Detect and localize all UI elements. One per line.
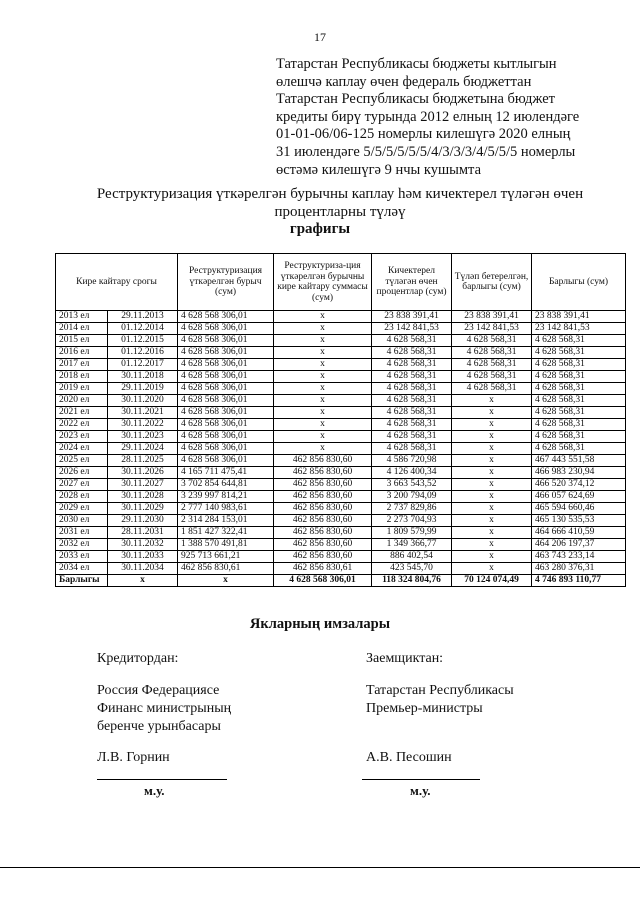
cell-deferred-interest: 23 838 391,41 <box>372 311 452 323</box>
document-title <box>60 186 620 221</box>
cell-deferred-interest: 4 628 568,31 <box>372 395 452 407</box>
header-line: 01-01-06/06-125 номерлы килешүгә 2020 елның <box>276 126 571 143</box>
cell-date: 29.11.2013 <box>108 311 178 323</box>
cell-year: 2026 ел <box>56 467 108 479</box>
cell-repayment-amount: 462 856 830,61 <box>274 563 372 575</box>
cell-total: 466 057 624,69 <box>532 491 626 503</box>
cell-year: 2023 ел <box>56 431 108 443</box>
cell-deferred-interest: 4 628 568,31 <box>372 407 452 419</box>
cell-date: 30.11.2033 <box>108 551 178 563</box>
cell-deferred-interest: 2 273 704,93 <box>372 515 452 527</box>
cell-repayment-amount: х <box>274 443 372 455</box>
cell-paid-total: 4 628 568,31 <box>452 347 532 359</box>
cell-restructured-debt: 4 628 568 306,01 <box>178 323 274 335</box>
header-repayment-term: Кире кайтару срогы <box>56 254 178 311</box>
header-line: Татарстан Республикасы бюджетына бюджет <box>276 91 555 108</box>
title-line: процентларны түләү <box>274 203 406 220</box>
cell-date: 30.11.2034 <box>108 563 178 575</box>
creditor-organization <box>97 682 231 736</box>
table-row <box>56 539 626 551</box>
cell-deferred-interest: 4 628 568,31 <box>372 347 452 359</box>
creditor-org-line: Финанс министрының <box>97 701 232 716</box>
table-row <box>56 311 626 323</box>
signatures-title: Якларның имзалары <box>249 616 391 632</box>
cell-paid-total: 23 838 391,41 <box>452 311 532 323</box>
table-row <box>56 431 626 443</box>
cell-paid-total: х <box>452 431 532 443</box>
cell-date: 30.11.2018 <box>108 371 178 383</box>
borrower-role: Заемщиктан: <box>366 651 444 666</box>
cell-deferred-interest: 2 737 829,86 <box>372 503 452 515</box>
cell-paid-total: х <box>452 563 532 575</box>
cell-restructured-debt: 3 239 997 814,21 <box>178 491 274 503</box>
cell-date: 30.11.2032 <box>108 539 178 551</box>
cell-repayment-amount: х <box>274 419 372 431</box>
cell-date: 28.11.2025 <box>108 455 178 467</box>
total-label: Барлыгы <box>56 575 108 587</box>
total-cell-deferred-interest: 118 324 804,76 <box>372 575 452 587</box>
cell-date: 30.11.2029 <box>108 503 178 515</box>
table-row <box>56 419 626 431</box>
cell-total: 4 628 568,31 <box>532 431 626 443</box>
table-row <box>56 563 626 575</box>
cell-year: 2027 ел <box>56 479 108 491</box>
cell-paid-total: х <box>452 551 532 563</box>
cell-deferred-interest: 4 628 568,31 <box>372 443 452 455</box>
cell-total: 4 628 568,31 <box>532 359 626 371</box>
cell-paid-total: х <box>452 443 532 455</box>
table-row <box>56 479 626 491</box>
creditor-signature-line <box>97 779 227 780</box>
cell-repayment-amount: х <box>274 335 372 347</box>
cell-repayment-amount: х <box>274 359 372 371</box>
cell-repayment-amount: 462 856 830,60 <box>274 479 372 491</box>
cell-total: 4 628 568,31 <box>532 395 626 407</box>
cell-repayment-amount: 462 856 830,60 <box>274 515 372 527</box>
table-row <box>56 347 626 359</box>
cell-year: 2013 ел <box>56 311 108 323</box>
cell-date: 01.12.2014 <box>108 323 178 335</box>
table-row <box>56 383 626 395</box>
total-cell-paid-total: 70 124 074,49 <box>452 575 532 587</box>
creditor-org-line: Россия Федерациясе <box>97 683 220 698</box>
cell-repayment-amount: 462 856 830,60 <box>274 491 372 503</box>
cell-total: 23 142 841,53 <box>532 323 626 335</box>
cell-date: 01.12.2016 <box>108 347 178 359</box>
title-line: Реструктуризация үткәрелгән бурычны каплау һәм кичектерел түләгән өчен <box>96 186 584 202</box>
page-number: 17 <box>314 30 326 44</box>
cell-year: 2034 ел <box>56 563 108 575</box>
cell-total: 4 628 568,31 <box>532 371 626 383</box>
cell-total: 463 743 233,14 <box>532 551 626 563</box>
cell-repayment-amount: х <box>274 311 372 323</box>
table-row <box>56 467 626 479</box>
header-line: Татарстан Республикасы бюджеты кытлыгын <box>276 56 557 72</box>
cell-repayment-amount: х <box>274 407 372 419</box>
cell-repayment-amount: х <box>274 431 372 443</box>
cell-date: 30.11.2027 <box>108 479 178 491</box>
cell-year: 2016 ел <box>56 347 108 359</box>
cell-restructured-debt: 2 777 140 983,61 <box>178 503 274 515</box>
cell-deferred-interest: 1 809 579,99 <box>372 527 452 539</box>
cell-year: 2025 ел <box>56 455 108 467</box>
cell-repayment-amount: 462 856 830,60 <box>274 539 372 551</box>
cell-year: 2022 ел <box>56 419 108 431</box>
total-cell-total: 4 746 893 110,77 <box>532 575 626 587</box>
table-row <box>56 371 626 383</box>
cell-restructured-debt: 4 628 568 306,01 <box>178 443 274 455</box>
cell-repayment-amount: 462 856 830,60 <box>274 551 372 563</box>
cell-total: 464 666 410,59 <box>532 527 626 539</box>
total-cell-restructured-debt: х <box>178 575 274 587</box>
table-header-row <box>56 254 626 311</box>
cell-paid-total: х <box>452 419 532 431</box>
creditor-signatory-name: Л.В. Горнин <box>97 750 170 765</box>
cell-deferred-interest: 23 142 841,53 <box>372 323 452 335</box>
cell-paid-total: 23 142 841,53 <box>452 323 532 335</box>
cell-total: 465 130 535,53 <box>532 515 626 527</box>
cell-date: 01.12.2017 <box>108 359 178 371</box>
cell-paid-total: х <box>452 455 532 467</box>
cell-date: 30.11.2028 <box>108 491 178 503</box>
annex-header <box>276 56 606 179</box>
header-repayment-amount: Реструктуриза-ция үткәрелгән бурычны кире кайтару суммасы (сум) <box>274 254 372 311</box>
creditor-org-line: беренче урынбасары <box>97 719 221 734</box>
cell-total: 4 628 568,31 <box>532 347 626 359</box>
cell-year: 2030 ел <box>56 515 108 527</box>
cell-paid-total: х <box>452 407 532 419</box>
cell-paid-total: х <box>452 515 532 527</box>
cell-date: 29.11.2030 <box>108 515 178 527</box>
cell-year: 2032 ел <box>56 539 108 551</box>
cell-date: 28.11.2031 <box>108 527 178 539</box>
cell-year: 2019 ел <box>56 383 108 395</box>
cell-year: 2020 ел <box>56 395 108 407</box>
cell-deferred-interest: 886 402,54 <box>372 551 452 563</box>
cell-date: 01.12.2015 <box>108 335 178 347</box>
cell-repayment-amount: х <box>274 347 372 359</box>
table-row <box>56 503 626 515</box>
cell-paid-total: 4 628 568,31 <box>452 371 532 383</box>
table-total-row <box>56 575 626 587</box>
cell-repayment-amount: х <box>274 371 372 383</box>
cell-restructured-debt: 4 628 568 306,01 <box>178 455 274 467</box>
cell-year: 2017 ел <box>56 359 108 371</box>
cell-year: 2014 ел <box>56 323 108 335</box>
cell-total: 4 628 568,31 <box>532 419 626 431</box>
borrower-org-line: Премьер-министры <box>366 701 483 716</box>
cell-paid-total: х <box>452 503 532 515</box>
page-bottom-rule <box>0 867 640 868</box>
total-cell-date: х <box>108 575 178 587</box>
document-subtitle: графигы <box>289 221 351 237</box>
cell-total: 463 280 376,31 <box>532 563 626 575</box>
cell-restructured-debt: 462 856 830,61 <box>178 563 274 575</box>
cell-restructured-debt: 4 628 568 306,01 <box>178 347 274 359</box>
cell-deferred-interest: 4 628 568,31 <box>372 335 452 347</box>
table-row <box>56 323 626 335</box>
cell-paid-total: х <box>452 395 532 407</box>
header-line: өстәмә килешүгә 9 нчы кушымта <box>276 161 482 178</box>
cell-restructured-debt: 3 702 854 644,81 <box>178 479 274 491</box>
cell-total: 464 206 197,37 <box>532 539 626 551</box>
cell-year: 2015 ел <box>56 335 108 347</box>
cell-paid-total: х <box>452 467 532 479</box>
cell-restructured-debt: 4 628 568 306,01 <box>178 371 274 383</box>
cell-total: 467 443 551,58 <box>532 455 626 467</box>
cell-date: 30.11.2023 <box>108 431 178 443</box>
table-row <box>56 491 626 503</box>
table-row <box>56 395 626 407</box>
cell-paid-total: х <box>452 479 532 491</box>
cell-date: 30.11.2020 <box>108 395 178 407</box>
cell-restructured-debt: 4 165 711 475,41 <box>178 467 274 479</box>
cell-total: 4 628 568,31 <box>532 383 626 395</box>
cell-restructured-debt: 4 628 568 306,01 <box>178 311 274 323</box>
cell-year: 2029 ел <box>56 503 108 515</box>
table-row <box>56 335 626 347</box>
cell-restructured-debt: 1 388 570 491,81 <box>178 539 274 551</box>
cell-deferred-interest: 4 586 720,98 <box>372 455 452 467</box>
borrower-seal-mark: м.у. <box>410 783 431 798</box>
cell-date: 29.11.2024 <box>108 443 178 455</box>
cell-total: 466 983 230,94 <box>532 467 626 479</box>
borrower-organization <box>366 682 514 718</box>
cell-restructured-debt: 2 314 284 153,01 <box>178 515 274 527</box>
cell-paid-total: х <box>452 527 532 539</box>
cell-deferred-interest: 4 628 568,31 <box>372 359 452 371</box>
cell-year: 2028 ел <box>56 491 108 503</box>
cell-deferred-interest: 4 628 568,31 <box>372 419 452 431</box>
cell-repayment-amount: 462 856 830,60 <box>274 455 372 467</box>
cell-deferred-interest: 4 126 400,34 <box>372 467 452 479</box>
header-line: кредиты бирү турында 2012 елның 12 июлендәге <box>276 108 580 125</box>
cell-deferred-interest: 3 663 543,52 <box>372 479 452 491</box>
header-line: 31 июлендәге 5/5/5/5/5/5/4/3/3/3/4/5/5/5 номерлы <box>276 143 576 160</box>
cell-repayment-amount: х <box>274 323 372 335</box>
cell-paid-total: х <box>452 539 532 551</box>
cell-restructured-debt: 4 628 568 306,01 <box>178 359 274 371</box>
cell-paid-total: х <box>452 491 532 503</box>
cell-restructured-debt: 4 628 568 306,01 <box>178 395 274 407</box>
cell-restructured-debt: 4 628 568 306,01 <box>178 407 274 419</box>
borrower-signature-line <box>362 779 480 780</box>
table-row <box>56 407 626 419</box>
repayment-schedule-table <box>55 253 626 587</box>
table-row <box>56 551 626 563</box>
cell-repayment-amount: 462 856 830,60 <box>274 503 372 515</box>
cell-restructured-debt: 4 628 568 306,01 <box>178 431 274 443</box>
header-line: өлешчә каплау өчен федераль бюджеттан <box>276 73 532 90</box>
cell-deferred-interest: 3 200 794,09 <box>372 491 452 503</box>
creditor-seal-mark: м.у. <box>144 783 165 798</box>
table-row <box>56 443 626 455</box>
cell-year: 2018 ел <box>56 371 108 383</box>
cell-total: 466 520 374,12 <box>532 479 626 491</box>
cell-repayment-amount: х <box>274 395 372 407</box>
table-row <box>56 515 626 527</box>
cell-restructured-debt: 4 628 568 306,01 <box>178 383 274 395</box>
cell-year: 2021 ел <box>56 407 108 419</box>
cell-restructured-debt: 4 628 568 306,01 <box>178 419 274 431</box>
header-restructured-debt: Реструктуризация үткәрелгән бурыч (сум) <box>178 254 274 311</box>
cell-repayment-amount: 462 856 830,60 <box>274 467 372 479</box>
cell-year: 2024 ел <box>56 443 108 455</box>
cell-total: 4 628 568,31 <box>532 335 626 347</box>
cell-date: 30.11.2026 <box>108 467 178 479</box>
cell-date: 29.11.2019 <box>108 383 178 395</box>
cell-paid-total: 4 628 568,31 <box>452 335 532 347</box>
cell-restructured-debt: 1 851 427 322,41 <box>178 527 274 539</box>
cell-deferred-interest: 423 545,70 <box>372 563 452 575</box>
cell-date: 30.11.2021 <box>108 407 178 419</box>
cell-year: 2031 ел <box>56 527 108 539</box>
cell-deferred-interest: 4 628 568,31 <box>372 383 452 395</box>
cell-repayment-amount: 462 856 830,60 <box>274 527 372 539</box>
table-row <box>56 455 626 467</box>
header-paid-total: Түләп бетерелгән, барлыгы (сум) <box>452 254 532 311</box>
cell-repayment-amount: х <box>274 383 372 395</box>
cell-total: 4 628 568,31 <box>532 407 626 419</box>
borrower-org-line: Татарстан Республикасы <box>366 683 514 698</box>
cell-total: 23 838 391,41 <box>532 311 626 323</box>
total-cell-repayment-amount: 4 628 568 306,01 <box>274 575 372 587</box>
cell-paid-total: 4 628 568,31 <box>452 359 532 371</box>
cell-total: 465 594 660,46 <box>532 503 626 515</box>
creditor-role: Кредитордан: <box>97 651 179 666</box>
cell-restructured-debt: 4 628 568 306,01 <box>178 335 274 347</box>
table-row <box>56 527 626 539</box>
cell-paid-total: 4 628 568,31 <box>452 383 532 395</box>
cell-year: 2033 ел <box>56 551 108 563</box>
header-total: Барлыгы (сум) <box>532 254 626 311</box>
cell-restructured-debt: 925 713 661,21 <box>178 551 274 563</box>
cell-date: 30.11.2022 <box>108 419 178 431</box>
cell-deferred-interest: 1 349 366,77 <box>372 539 452 551</box>
header-deferred-interest: Кичектерел түләгән өчен процентлар (сум) <box>372 254 452 311</box>
cell-deferred-interest: 4 628 568,31 <box>372 431 452 443</box>
cell-total: 4 628 568,31 <box>532 443 626 455</box>
table-row <box>56 359 626 371</box>
cell-deferred-interest: 4 628 568,31 <box>372 371 452 383</box>
borrower-signatory-name: А.В. Песошин <box>366 750 452 765</box>
